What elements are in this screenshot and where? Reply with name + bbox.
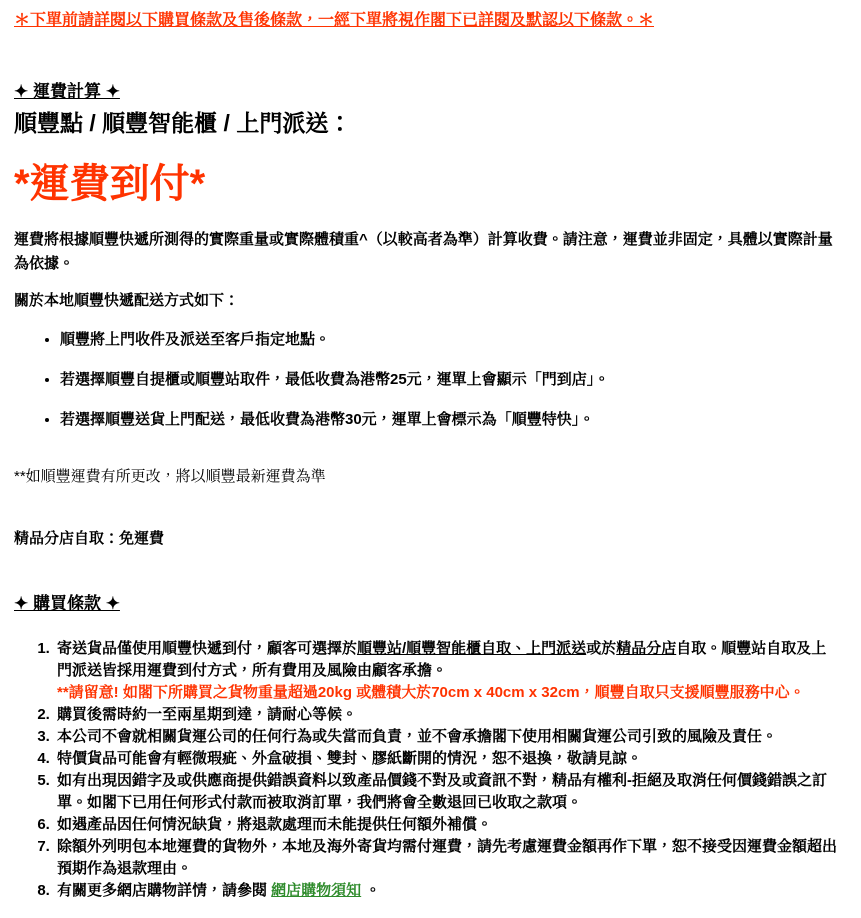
term-item-8 (54, 880, 841, 902)
term-8-text: 。 (361, 882, 381, 899)
freight-intro-paragraph: 運費將根據順豐快遞所測得的實際重量或實際體積重^（以較高者為準）計算收費。請注意，運費並非固定，具體以實際計量為依據。 (14, 231, 833, 272)
term-1-text: 自取。順豐站自取及上門派送皆採用運費到付方式，所有費用及風險由顧客承擔。 (57, 640, 827, 679)
term-item-5: 5. 如有出現因錯字及或供應商提供錯誤資料以致產品價錢不對及或資訊不對，精品有權利-拒絕及取消任何價錢錯誤之訂單。如閣下已用任何形式付款而被取消訂單，我們將會全數退回已收取之款項。 (54, 770, 841, 814)
term-item-4: 4. 特價貨品可能會有輕微瑕疵、外盒破損、雙封、膠紙斷開的情況，恕不退換，敬請見諒。 (54, 748, 841, 770)
delivery-method-item: • 若選擇順豐送貨上門配送，最低收費為港幣30元，運單上會標示為「順豐特快」。 (60, 410, 841, 430)
weight-limit-warning: **請留意! 如閣下所購買之貨物重量超過20kg 或體積大於70cm x 40cm x 32cm，順豐自取只支援順豐服務中心。 (57, 684, 805, 701)
term-item-7: 7. 除額外列明包本地運費的貨物外，本地及海外寄貨均需付運費，請先考慮運費金額再作下單，恕不接受因運費金額超出預期作為退款理由。 (54, 836, 841, 880)
term-item-6: 6. 如遇產品因任何情況缺貨，將退款處理而未能提供任何額外補償。 (54, 814, 841, 836)
term-item-2: 2. 購買後需時約一至兩星期到達，請耐心等候。 (54, 704, 841, 726)
term-8-text: 有關更多網店購物詳情，請參閱 (57, 882, 272, 899)
term-1-underlined-pickup-options: 順豐站/順豐智能櫃自取、上門派送 (357, 640, 587, 657)
top-notice: ＊下單前請詳閱以下購買條款及售後條款，一經下單將視作閣下已詳閱及默認以下條款。＊ (14, 12, 655, 29)
shipping-calc-heading: ✦ 運費計算 ✦ (14, 82, 120, 101)
term-1-text: 寄送貨品僅使用順豐快遞到付，顧客可選擇於 (57, 640, 358, 657)
local-delivery-title: 關於本地順豐快遞配送方式如下： (14, 292, 240, 309)
store-pickup-note: 精品分店自取：免運費 (14, 530, 165, 547)
freight-collect-banner: *運費到付* (14, 162, 206, 206)
purchase-terms-heading: ✦ 購買條款 ✦ (14, 594, 120, 613)
delivery-options-subheading: 順豐點 / 順豐智能櫃 / 上門派送： (14, 110, 352, 136)
store-notice-link[interactable]: 網店購物須知 (271, 882, 362, 899)
term-item-3: 3. 本公司不會就相關貨運公司的任何行為或失當而負責，並不會承擔閣下使用相關貨運公司引致的風險及責任。 (54, 726, 841, 748)
delivery-methods-list (14, 330, 841, 430)
purchase-terms-list (14, 638, 841, 902)
delivery-method-item: • 若選擇順豐自提櫃或順豐站取件，最低收費為港幣25元，運單上會顯示「門到店」。 (60, 370, 841, 390)
term-1-underlined-boutique: 精品分店 (616, 640, 677, 657)
term-item-1 (54, 638, 841, 704)
term-1-text: 或於 (586, 640, 617, 657)
delivery-method-item: • 順豐將上門收件及派送至客戶指定地點。 (60, 330, 841, 350)
freight-change-note: **如順豐運費有所更改，將以順豐最新運費為準 (14, 468, 326, 485)
